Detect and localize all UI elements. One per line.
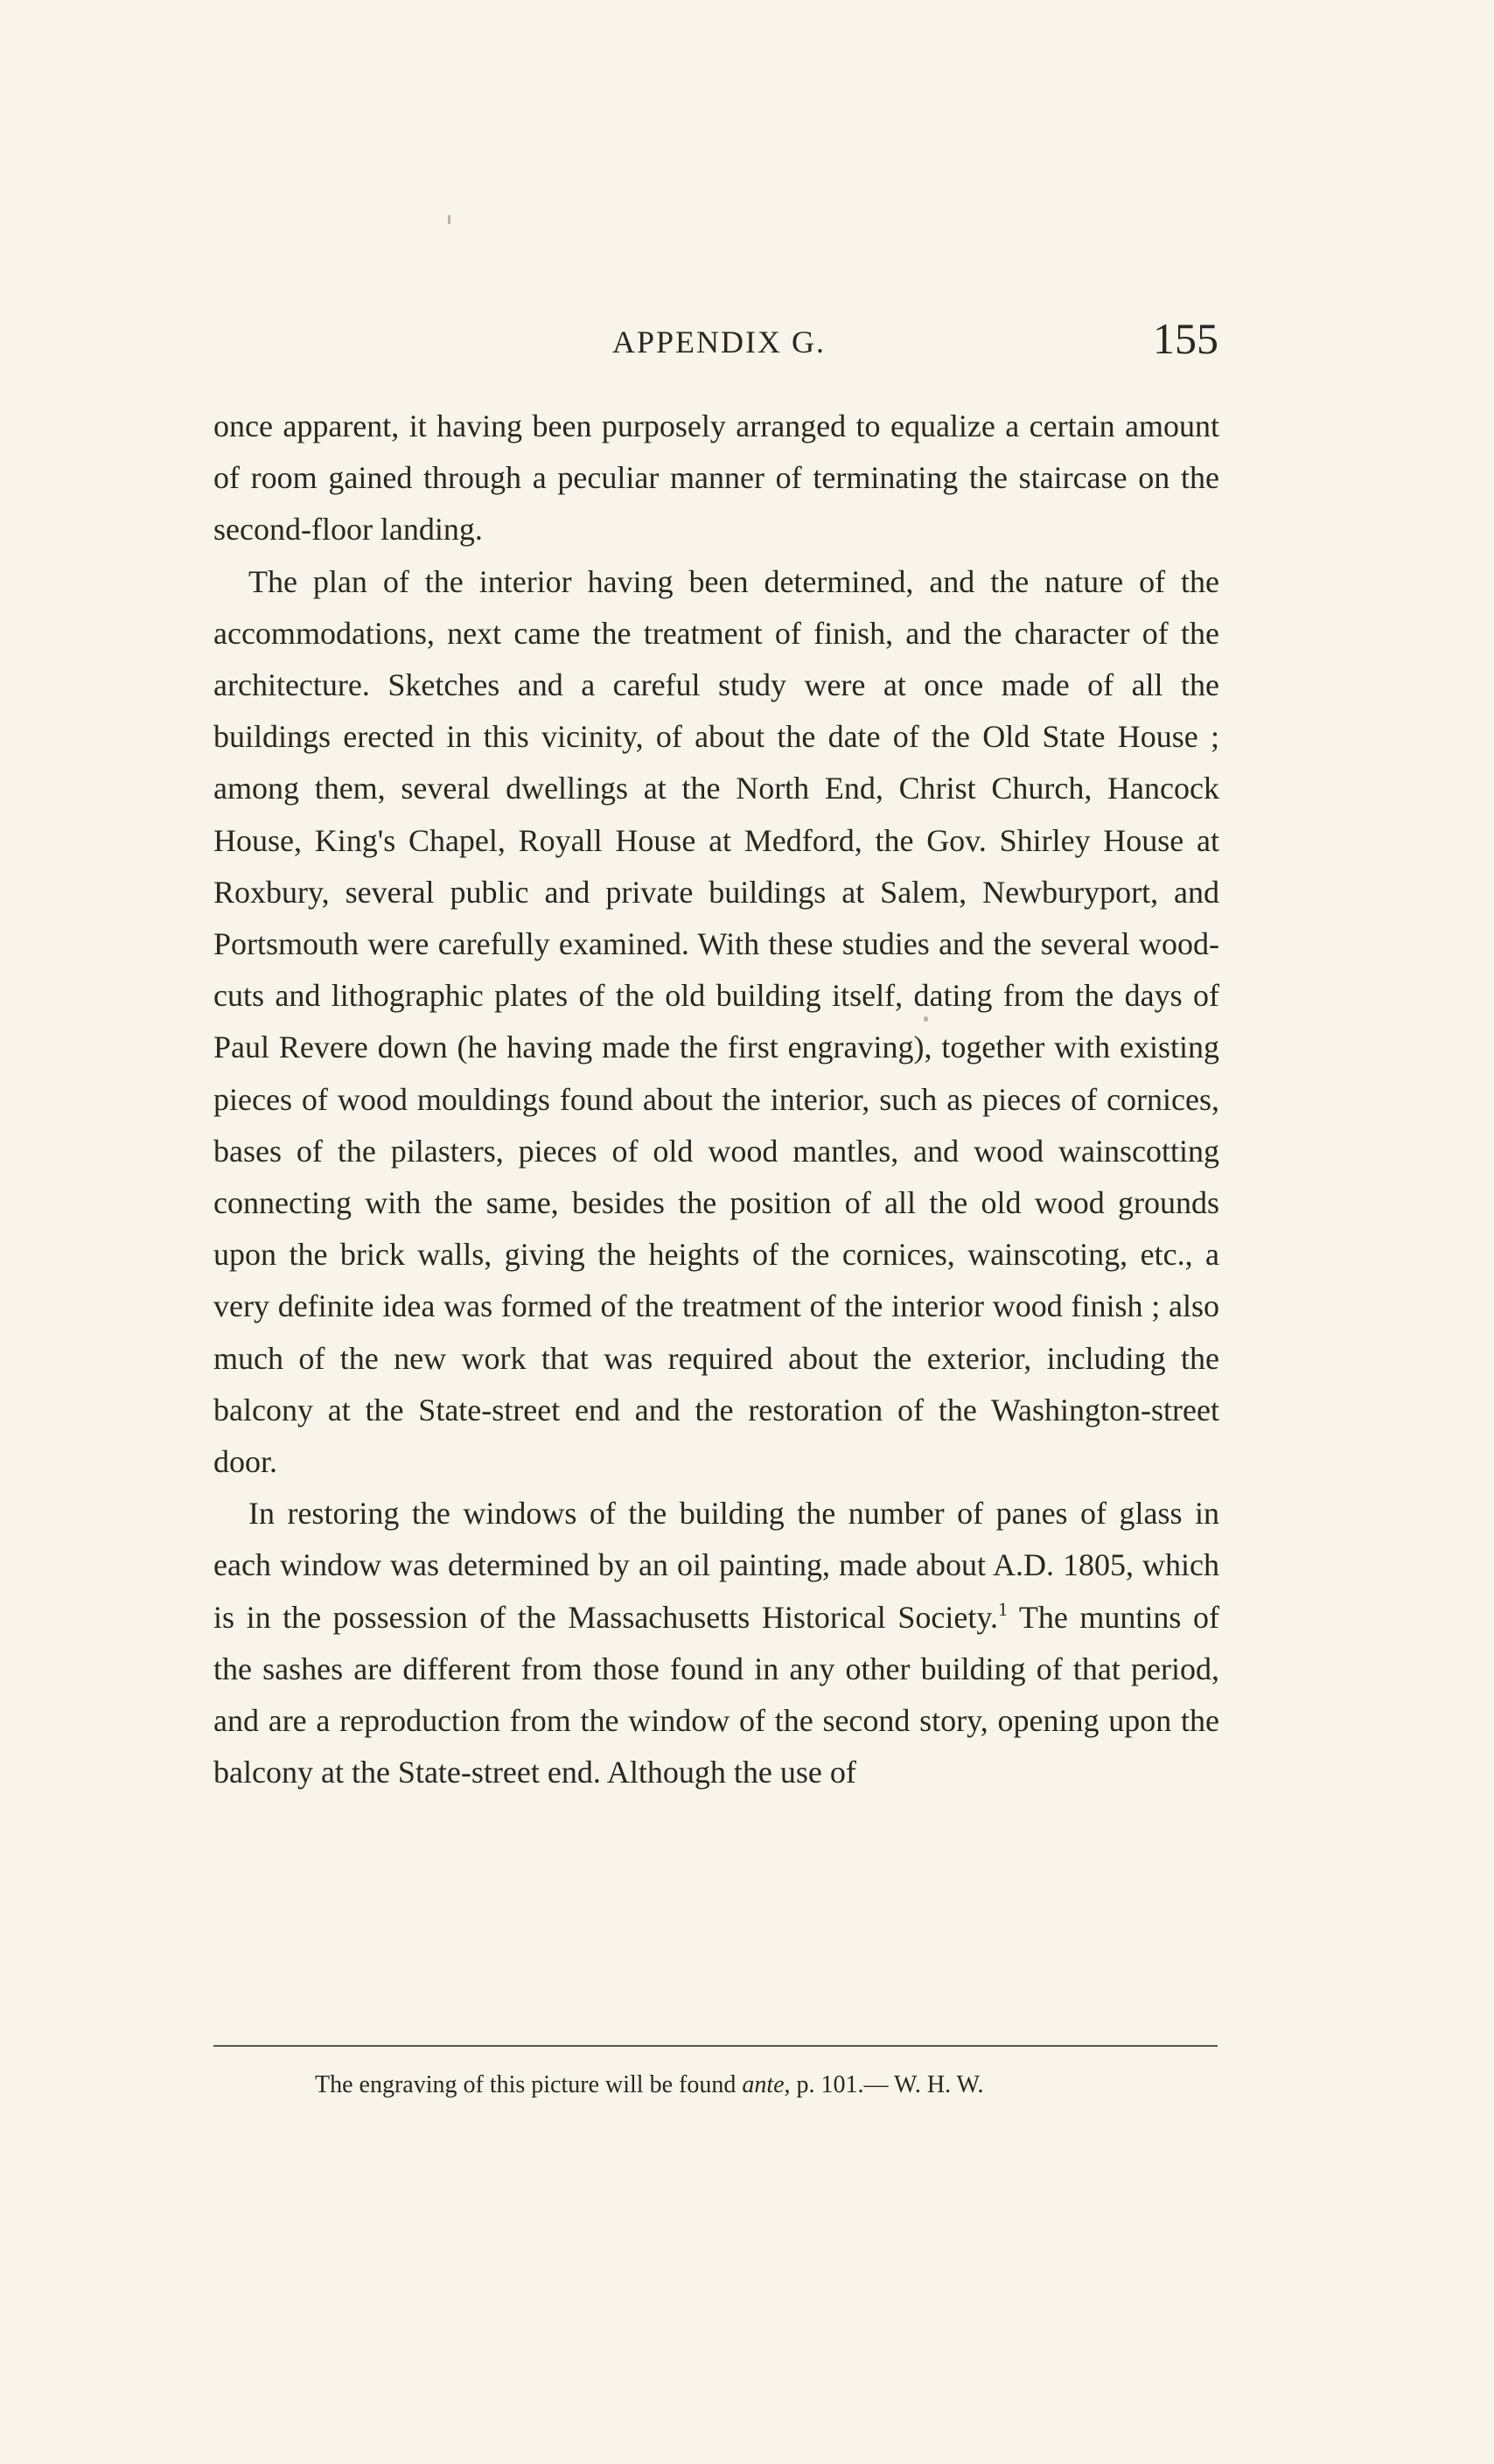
- footnote-text: The engraving of this picture will be found: [315, 2071, 743, 2098]
- footnote-text: p. 101.— W. H. W.: [790, 2071, 984, 2098]
- footnote: [315, 2068, 983, 2103]
- ink-speck: [448, 215, 450, 224]
- page-number: 155: [1153, 314, 1218, 363]
- footnote-divider: [213, 2045, 1218, 2047]
- page-header: [0, 313, 1494, 383]
- footnote-italic: ante,: [742, 2071, 791, 2098]
- paragraph: The plan of the interior having been determined, and the nature of the accommodations, next came the treatment of finish, and the character of the architecture. Sketches and a careful study were at once made of all the buildings erected in this vicinity, of about the date of the Old State House ; among them, several dwellings at the North End, Christ Church, Hancock House, King's Chapel, Royall House at Medford, the Gov. Shirley House at Roxbury, several public and private buildings at Salem, Newburyport, and Portsmouth were carefully examined. With these studies and the several wood-cuts and lithographic plates of the old building itself, dating from the days of Paul Revere down (he having made the first engraving), together with existing pieces of wood mouldings found about the interior, such as pieces of cornices, bases of the pilasters, pieces of old wood mantles, and wood wainscotting connecting with the same, besides the position of all the old wood grounds upon the brick walls, giving the heights of the cornices, wainscoting, etc., a very definite idea was formed of the treatment of the interior wood finish ; also much of the new work that was required about the exterior, including the balcony at the State-street end and the restoration of the Washington-street door.: [213, 563, 1219, 1480]
- body-text: [213, 401, 1219, 1798]
- paragraph-text: The muntins of the sashes are different from those found in any other building of that period, and are a reproduction from the window of the second story, opening upon the balcony at the State-street end. Although the use of: [213, 1599, 1219, 1790]
- running-head: APPENDIX G.: [612, 325, 827, 359]
- paragraph: [213, 1488, 1219, 1798]
- footnote-reference: 1: [998, 1597, 1008, 1620]
- paragraph-text: In restoring the windows of the building the number of panes of glass in each window was determined by an oil painting, made about A.D. 1805, which is in the possession of the Massachusetts Historical Society.: [213, 1496, 1219, 1635]
- paragraph: once apparent, it having been purposely arranged to equalize a certain amount of room gained through a peculiar manner of terminating the staircase on the second-floor landing.: [213, 408, 1219, 548]
